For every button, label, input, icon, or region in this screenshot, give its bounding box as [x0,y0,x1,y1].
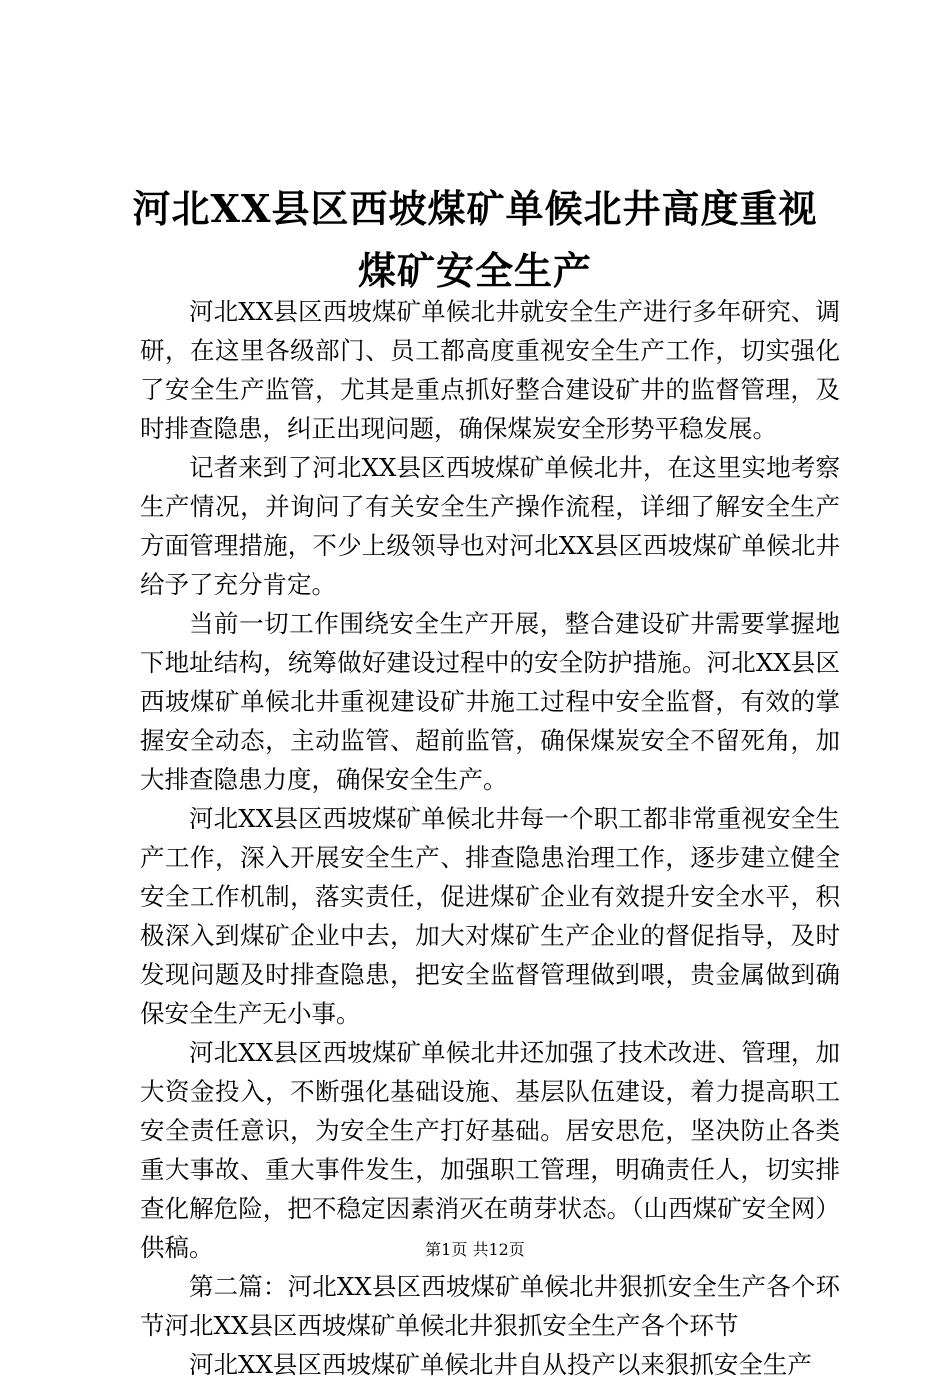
document-body [140,292,840,1384]
paragraph: 河北XX县区西坡煤矿单候北井就安全生产进行多年研究、调研，在这里各级部门、员工都高度重视安全生产工作，切实强化了安全生产监管，尤其是重点抓好整合建设矿井的监督管理，及时排查隐患，纠正出现问题，确保煤炭安全形势平稳发展。 [140,297,840,443]
paragraph: 河北XX县区西坡煤矿单候北井每一个职工都非常重视安全生产工作，深入开展安全生产、排查隐患治理工作，逐步建立健全安全工作机制，落实责任，促进煤矿企业有效提升安全水平，积极深入到煤矿企业中去，加大对煤矿生产企业的督促指导，及时发现问题及时排查隐患，把安全监督管理做到喂，贵金属做到确保安全生产无小事。 [140,804,840,1028]
document-title: 河北XX县区西坡煤矿单候北井高度重视煤矿安全生产 [132,186,818,293]
page-number-footer: 第1页 共12页 [425,1240,525,1259]
paragraph: 河北XX县区西坡煤矿单候北井自从投产以来狠抓安全生产 [189,1350,812,1379]
paragraph: 当前一切工作围绕安全生产开展，整合建设矿井需要掌握地下地址结构，统筹做好建设过程中的安全防护措施。河北XX县区西坡煤矿单候北井重视建设矿井施工过程中安全监督，有效的掌握安全动态，主动监管、超前监管，确保煤炭安全不留死角，加大排查隐患力度，确保安全生产。 [140,609,840,794]
paragraph: 河北XX县区西坡煤矿单候北井还加强了技术改进、管理，加大资金投入，不断强化基础设施、基层队伍建设，着力提高职工安全责任意识，为安全生产打好基础。居安思危，坚决防止各类重大事故、重大事件发生，加强职工管理，明确责任人，切实排查化解危险，把不稳定因素消灭在萌芽状态。（山西煤矿安全网）供稿。 [140,1038,840,1262]
paragraph: 第二篇：河北XX县区西坡煤矿单候北井狠抓安全生产各个环节河北XX县区西坡煤矿单候北井狠抓安全生产各个环节 [140,1272,840,1340]
paragraph: 记者来到了河北XX县区西坡煤矿单候北井，在这里实地考察生产情况，并询问了有关安全生产操作流程，详细了解安全生产方面管理措施，不少上级领导也对河北XX县区西坡煤矿单候北井给予了充分肯定。 [140,453,840,599]
